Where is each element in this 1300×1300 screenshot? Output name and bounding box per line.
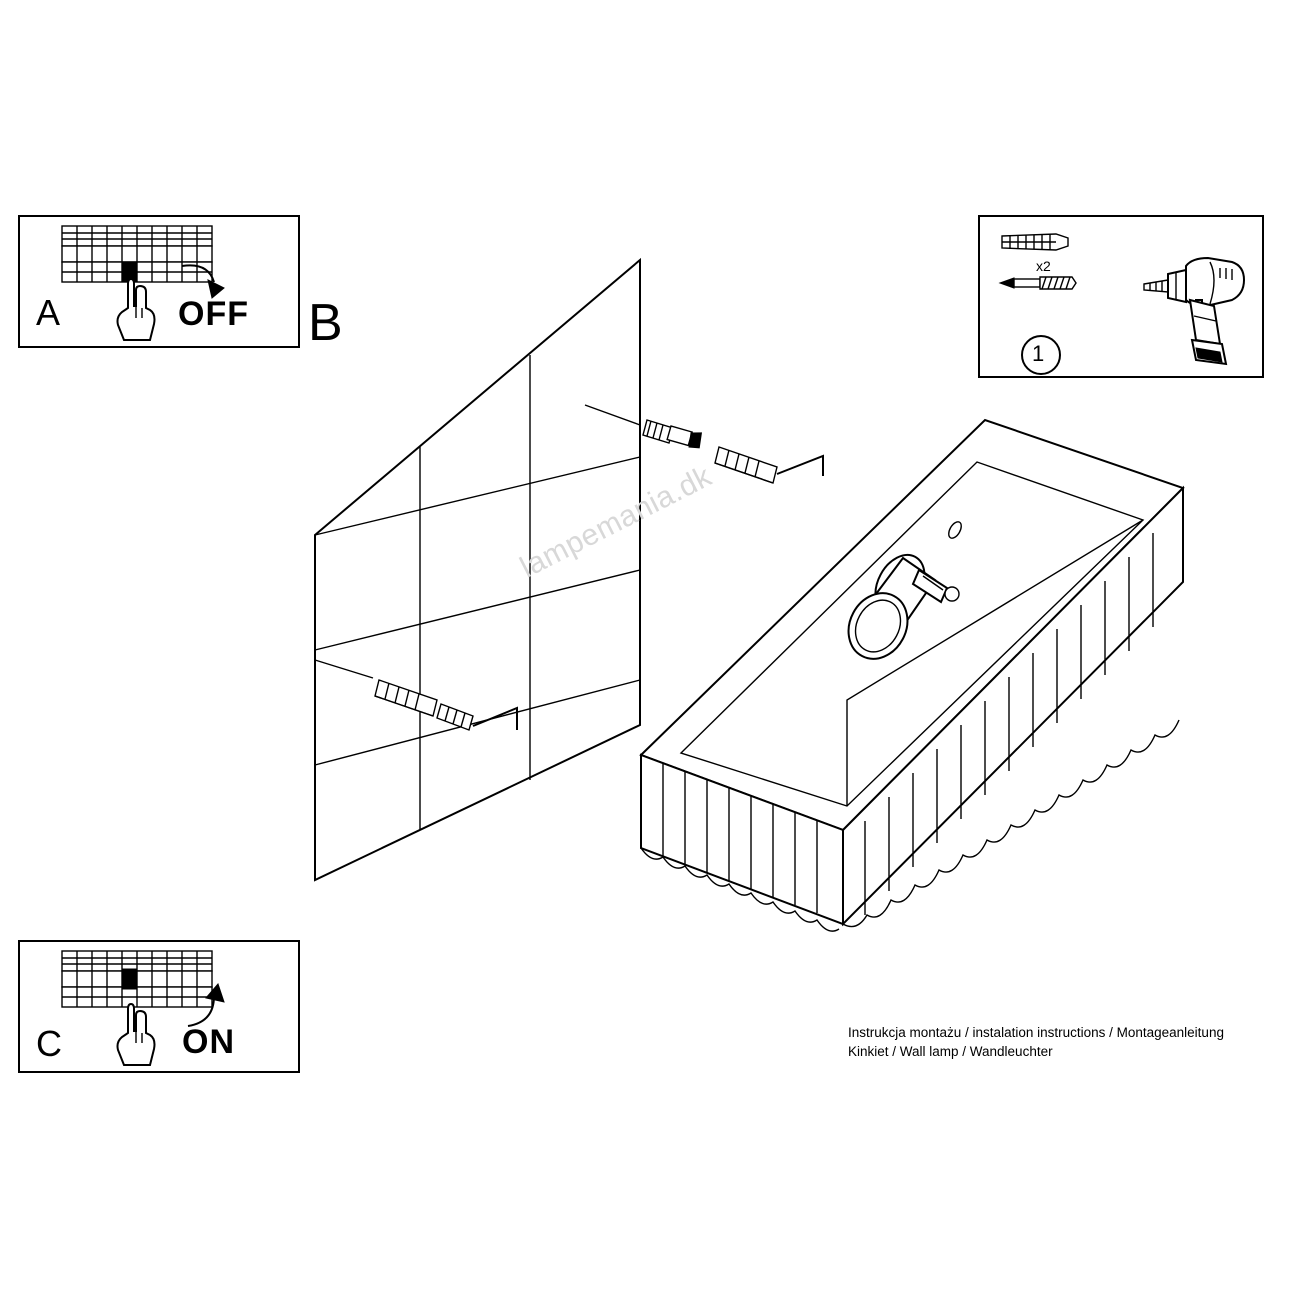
watermark-text: lampemania.dk bbox=[515, 459, 718, 585]
caption-line-1: Instrukcja montażu / instalation instructions / Montageanleitung bbox=[848, 1025, 1224, 1040]
hook-lower bbox=[473, 708, 517, 730]
screw-lower bbox=[375, 680, 437, 716]
step-number-label: 1 bbox=[1032, 341, 1045, 366]
hand-pointing-icon bbox=[110, 1003, 170, 1069]
hand-pointing-icon bbox=[110, 278, 170, 344]
caption-line-2: Kinkiet / Wall lamp / Wandleuchter bbox=[848, 1044, 1053, 1059]
screw-upper bbox=[643, 420, 703, 450]
sheet-caption bbox=[848, 1023, 1278, 1061]
wall-mounting-illustration bbox=[295, 240, 1275, 970]
tools-quantity-label: x2 bbox=[1036, 258, 1051, 274]
hook-upper bbox=[777, 456, 823, 476]
step-a-state-label: OFF bbox=[178, 295, 249, 333]
step-c-state-label: ON bbox=[182, 1023, 235, 1061]
step-a-letter: A bbox=[36, 292, 61, 333]
step-c-letter: C bbox=[36, 1023, 62, 1064]
step-b-letter: B bbox=[308, 294, 343, 352]
wall-plug-lower bbox=[437, 704, 473, 730]
